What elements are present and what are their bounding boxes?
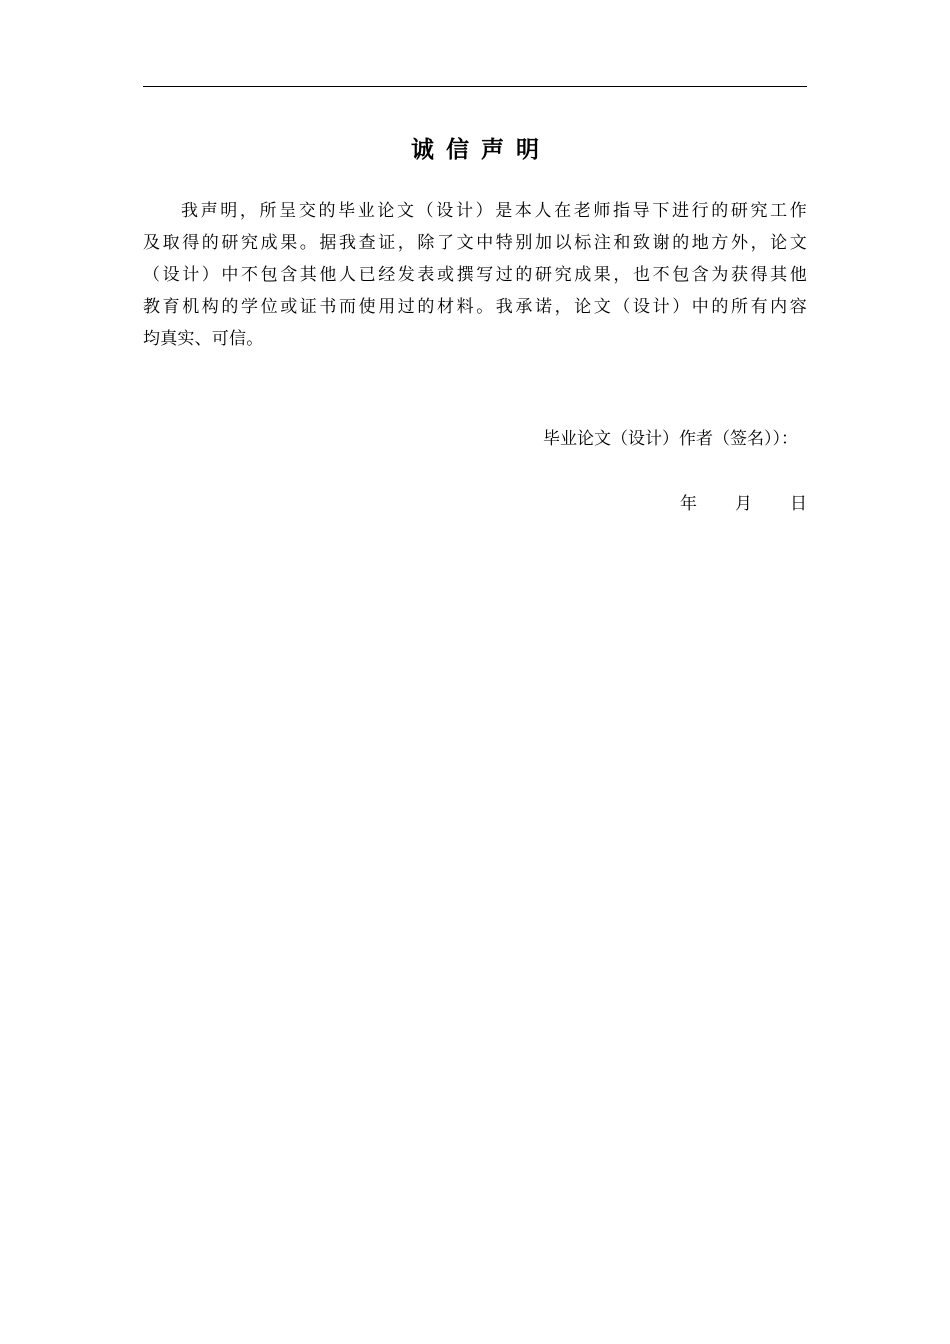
paragraph-line: 我声明，所呈交的毕业论文（设计）是本人在老师指导下进行的研究工作 [181, 201, 807, 221]
paragraph-line: （设计）中不包含其他人已经发表或撰写过的研究成果，也不包含为获得其他 [143, 265, 807, 285]
paragraph-line: 均真实、可信。 [143, 329, 264, 349]
paragraph-line: 教育机构的学位或证书而使用过的材料。我承诺，论文（设计）中的所有内容 [143, 297, 807, 317]
header-rule [143, 86, 807, 87]
paragraph-line: 及取得的研究成果。据我查证，除了文中特别加以标注和致谢的地方外，论文 [143, 233, 807, 253]
date-month-label: 月 [735, 494, 752, 514]
signature-label: 毕业论文（设计）作者（签名））： [543, 429, 798, 449]
date-line [680, 490, 807, 518]
page-title: 诚信声明 [411, 137, 551, 163]
date-year-label: 年 [680, 494, 697, 514]
date-day-label: 日 [790, 494, 807, 514]
declaration-paragraph [143, 195, 807, 355]
